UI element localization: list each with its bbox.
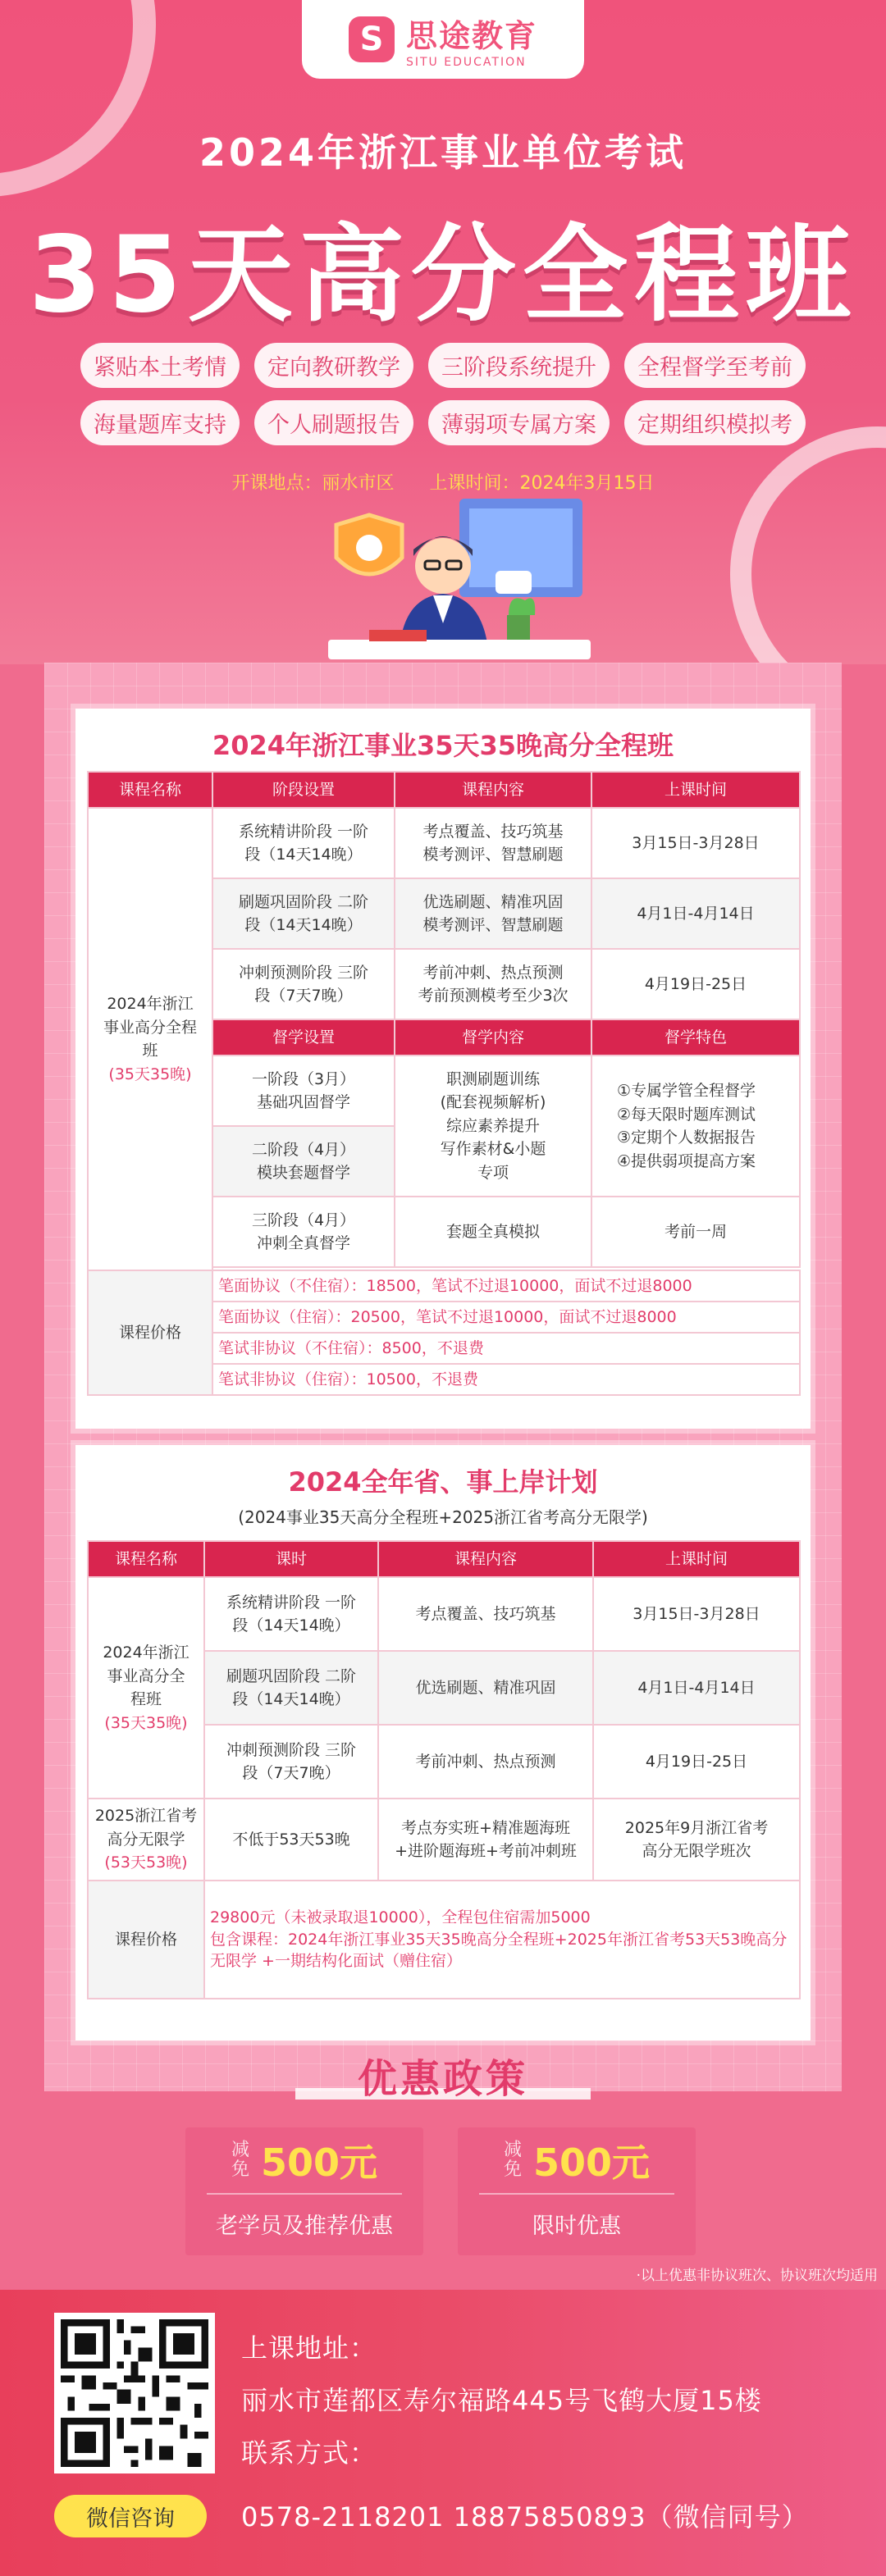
table-header: 课程内容 — [395, 772, 591, 808]
time-cell: 4月1日-4月14日 — [593, 1651, 800, 1725]
course-name: 2025浙江省考高分无限学 — [94, 1807, 198, 1849]
price-main: 29800元（未被录取退10000），全程包住宿需加5000 — [210, 1908, 591, 1927]
course-table-card — [75, 709, 811, 1429]
supervise-setting-cell: 三阶段（4月） 冲刺全真督学 — [212, 1197, 395, 1267]
price-label: 课程价格 — [88, 1881, 204, 1999]
promo-amount: 500元 — [260, 2141, 378, 2185]
card-subtitle: (2024事业35天高分全程班+2025浙江省考高分无限学) — [238, 1507, 648, 1527]
time-cell: 3月15日-3月28日 — [593, 1577, 800, 1651]
teacher-illustration — [320, 492, 599, 664]
price-detail: 包含课程：2024年浙江事业35天35晚高分全程班+2025年浙江省考53天53晚高分无限学 +一期结构化面试（赠住宿） — [210, 1930, 788, 1971]
brand-logo — [302, 0, 584, 79]
contact-phones: 0578-2118201 18875850893（微信同号） — [241, 2501, 809, 2533]
feature-tags-row-1 — [0, 343, 886, 388]
content-cell: 考点覆盖、技巧筑基 — [378, 1577, 593, 1651]
feature-tag: 定向教研教学 — [254, 343, 413, 388]
feature-tag: 薄弱项专属方案 — [428, 400, 610, 445]
time-cell: 2025年9月浙江省考 高分无限学班次 — [593, 1799, 800, 1881]
decor-ring — [730, 426, 886, 664]
brand-name-en: SITU EDUCATION — [405, 55, 527, 69]
supervise-content-cell: 职测刷题训练 (配套视频解析) 综应素养提升 写作素材&小题专项 — [395, 1055, 591, 1197]
hero-title: 35天高分全程班 — [28, 214, 858, 336]
feature-tag: 海量题库支持 — [80, 400, 240, 445]
qr-code-icon — [61, 2319, 208, 2467]
wechat-qr-code[interactable] — [54, 2313, 215, 2473]
feature-tag: 全程督学至考前 — [624, 343, 806, 388]
table-header: 督学内容 — [395, 1019, 591, 1055]
stage-cell: 系统精讲阶段 一阶段（14天14晚） — [204, 1577, 378, 1651]
feature-tag: 定期组织模拟考 — [624, 400, 806, 445]
table-header: 课程名称 — [88, 1541, 204, 1577]
promo-title: 优惠政策 — [357, 2056, 528, 2102]
course-table — [87, 771, 801, 1396]
price-row: 笔试非协议（不住宿）：8500，不退费 — [212, 1333, 800, 1364]
price-row: 笔面协议（住宿）：20500，笔试不过退10000，面试不过退8000 — [212, 1302, 800, 1333]
class-start-time: 上课时间：2024年3月15日 — [429, 473, 655, 494]
price-row: 笔面协议（不住宿）：18500，笔试不过退10000，面试不过退8000 — [212, 1270, 800, 1302]
brand-name: 思途教育 — [405, 17, 537, 54]
content-cell: 考前冲刺、热点预测 — [378, 1725, 593, 1799]
promo-prefix: 减免 — [231, 2139, 249, 2180]
course-name-cell — [88, 1577, 204, 1799]
table-header: 上课时间 — [591, 772, 800, 808]
stage-cell: 刷题巩固阶段 二阶段（14天14晚） — [204, 1651, 378, 1725]
stage-cell: 系统精讲阶段 一阶段（14天14晚） — [212, 808, 395, 878]
time-cell: 4月19日-25日 — [593, 1725, 800, 1799]
supervise-setting-cell: 一阶段（3月） 基础巩固督学 — [212, 1055, 395, 1126]
promo-label: 老学员及推荐优惠 — [216, 2214, 393, 2239]
feature-tags-row-2 — [0, 400, 886, 445]
hero-subtitle: 2024年浙江事业单位考试 — [199, 130, 687, 175]
hero-banner — [0, 0, 886, 664]
plan-table-card — [75, 1445, 811, 2040]
table-header: 课程名称 — [88, 772, 212, 808]
feature-tag: 紧贴本土考情 — [80, 343, 240, 388]
supervise-content-cell: 套题全真模拟 — [395, 1197, 591, 1267]
promo-prefix: 减免 — [503, 2139, 522, 2180]
contact-footer — [0, 2290, 886, 2576]
hours-cell: 不低于53天53晚 — [204, 1799, 378, 1881]
address-label: 上课地址： — [241, 2332, 377, 2364]
stage-cell: 冲刺预测阶段 三阶段（7天7晚） — [212, 949, 395, 1019]
course-name-cell — [88, 808, 212, 1270]
supervise-setting-cell: 二阶段（4月） 模块套题督学 — [212, 1126, 395, 1197]
content-cell: 考点夯实班+精准题海班 +进阶题海班+考前冲刺班 — [378, 1799, 593, 1881]
course-name-cell — [88, 1799, 204, 1881]
content-cell: 优选刷题、精准巩固 — [378, 1651, 593, 1725]
supervise-features-cell: ①专属学管全程督学 ②每天限时题库测试 ③定期个人数据报告 ④提供弱项提高方案 — [591, 1055, 800, 1197]
contact-label: 联系方式： — [241, 2437, 377, 2469]
content-cell: 考点覆盖、技巧筑基 模考测评、智慧刷题 — [395, 808, 591, 878]
table-header: 上课时间 — [593, 1541, 800, 1577]
content-cell: 优选刷题、精准巩固 模考测评、智慧刷题 — [395, 878, 591, 949]
stage-cell: 刷题巩固阶段 二阶段（14天14晚） — [212, 878, 395, 949]
wechat-consult-button[interactable]: 微信咨询 — [54, 2495, 207, 2537]
table-header: 督学设置 — [212, 1019, 395, 1055]
promo-label: 限时优惠 — [532, 2214, 621, 2239]
table-header: 阶段设置 — [212, 772, 395, 808]
card-title: 2024全年省、事上岸计划 — [288, 1466, 598, 1498]
card-title: 2024年浙江事业35天35晚高分全程班 — [212, 730, 674, 761]
course-name: 2024年浙江事业高分全程班 — [103, 1644, 190, 1708]
time-cell: 4月19日-25日 — [591, 949, 800, 1019]
promo-card — [185, 2127, 423, 2255]
logo-s-icon: S — [349, 16, 395, 62]
plan-table — [87, 1540, 801, 1999]
stage-cell: 冲刺预测阶段 三阶段（7天7晚） — [204, 1725, 378, 1799]
promo-card — [458, 2127, 696, 2255]
course-note: (53天53晚) — [104, 1853, 188, 1872]
price-detail-cell — [204, 1881, 800, 1999]
content-cell: 考前冲刺、热点预测 考前预测模考至少3次 — [395, 949, 591, 1019]
table-header: 课时 — [204, 1541, 378, 1577]
feature-tag: 个人刷题报告 — [254, 400, 413, 445]
price-label: 课程价格 — [88, 1270, 212, 1395]
promo-note: ·以上优惠非协议班次、协议班次均适用 — [636, 2268, 878, 2284]
promo-amount: 500元 — [532, 2141, 651, 2185]
feature-tag: 三阶段系统提升 — [428, 343, 610, 388]
table-header: 督学特色 — [591, 1019, 800, 1055]
time-cell: 3月15日-3月28日 — [591, 808, 800, 878]
class-location: 开课地点：丽水市区 — [231, 473, 395, 494]
supervise-features-cell: 考前一周 — [591, 1197, 800, 1267]
course-note: (35天35晚) — [104, 1713, 188, 1732]
time-cell: 4月1日-4月14日 — [591, 878, 800, 949]
address-text: 丽水市莲都区寿尔福路445号飞鹤大厦15楼 — [241, 2385, 762, 2416]
course-note: (35天35晚) — [108, 1065, 192, 1083]
class-info-line — [0, 469, 886, 495]
course-name: 2024年浙江事业高分全程班 — [103, 995, 198, 1060]
price-row: 笔试非协议（住宿）：10500，不退费 — [212, 1364, 800, 1395]
table-header: 课程内容 — [378, 1541, 593, 1577]
